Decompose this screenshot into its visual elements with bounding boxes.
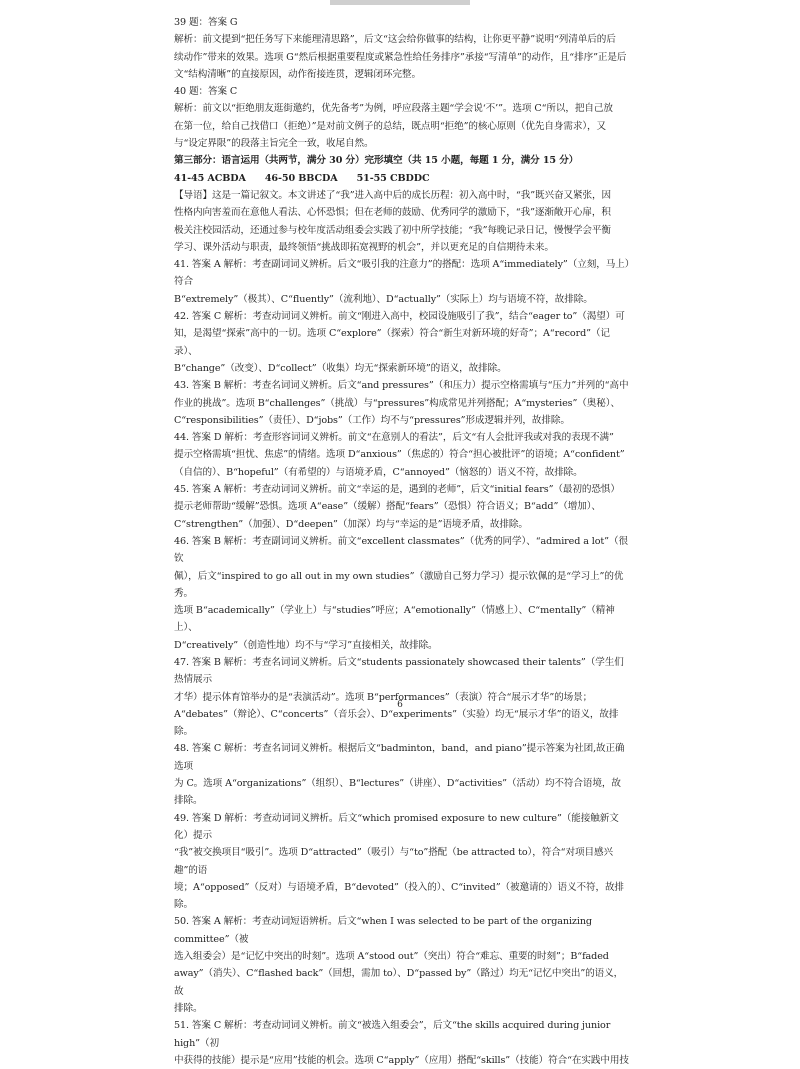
text-line: 【导语】这是一篇记叙文。本文讲述了“我”进入高中后的成长历程：初入高中时，“我”既兴奋又紧张，因 <box>174 189 611 201</box>
text-line: A“debates”（辩论）、C“concerts”（音乐会）、D“experiments”（实验）均无“展示才华”的语义，故排除。 <box>174 708 619 738</box>
text-line: 42. 答案 C 解析：考查动词词义辨析。前文“刚进入高中，校园设施吸引了我”，结合“eager to”（渴望）可 <box>174 311 625 323</box>
text-line: 选项 B“academically”（学业上）与“studies”呼应；A“emotionally”（情感上）、C“mentally”（精神上）、 <box>174 605 615 634</box>
text-line: 解析：前文提到“把任务写下来能理清思路”，后文“这会给你做事的结构，让你更平静”说明“列清单后的后 <box>174 34 616 46</box>
text-line: 中获得的技能）提示是“应用”技能的机会。选项 C“apply”（应用）搭配“skills”（技能）符合“在实践中用技 <box>174 1054 629 1066</box>
text-line: 选入组委会）是“记忆中突出的时刻”。选项 A“stood out”（突出）符合“难忘、重要的时刻”；B“faded <box>174 951 609 963</box>
answer-key-line: 41-45 ACBDA 46-50 BBCDA 51-55 CBDDC <box>174 172 430 184</box>
text-line: 为 C。选项 A“organizations”（组织）、B“lectures”（讲座）、D“activities”（活动）均不符合语境，故排除。 <box>174 778 621 807</box>
text-line: （自信的）、B“hopeful”（有希望的）与语境矛盾，C“annoyed”（恼怒的）语义不符，故排除。 <box>174 466 583 478</box>
text-line: 境；A“opposed”（反对）与语境矛盾，B“devoted”（投入的）、C“invited”（被邀请的）语义不符，故排除。 <box>174 881 624 911</box>
text-line: 50. 答案 A 解析：考查动词短语辨析。后文“when I was selected to be part of the organizing committee”（被 <box>174 916 592 945</box>
answer-explanation-body <box>174 14 630 1069</box>
text-line: 40 题：答案 C <box>174 86 238 98</box>
text-line: 提示老师帮助“缓解”恐惧。选项 A“ease”（缓解）搭配“fears”（恐惧）符合语义；B“add”（增加）、 <box>174 501 601 513</box>
text-line: 佩），后文“inspired to go all out in my own studies”（激励自己努力学习）提示钦佩的是“学习上”的优秀。 <box>174 570 624 599</box>
text-line: 知，是渴望“探索”高中的一切。选项 C“explore”（探索）符合“新生对新环境的好奇”；A“record”（记录）、 <box>174 328 610 357</box>
text-line: 解析：前文以“拒绝朋友逛街邀约，优先备考”为例，呼应段落主题“学会说‘不’”。选项 C“所以，把自己放 <box>174 103 613 115</box>
text-line: 学习、课外活动与职责，最终领悟“挑战即拓宽视野的机会”，并以更充足的自信期待未来。 <box>174 241 554 253</box>
text-line: 排除。 <box>174 1002 203 1014</box>
text-line: 续动作”带来的效果。选项 G“然后根据重要程度或紧急性给任务排序”承接“写清单”的动作，且“排序”正是后 <box>174 51 627 63</box>
text-line: D“creatively”（创造性地）均不与“学习”直接相关，故排除。 <box>174 639 438 651</box>
text-line: 提示空格需填“担忧、焦虑”的情绪。选项 D“anxious”（焦虑的）符合“担心被批评”的语境；A“confident” <box>174 449 625 461</box>
text-line: 43. 答案 B 解析：考查名词词义辨析。后文“and pressures”（和压力）提示空格需填与“压力”并列的“高中 <box>174 380 629 392</box>
text-line: 作业的挑战”。选项 B“challenges”（挑战）与“pressures”构成常见并列搭配；A“mysteries”（奥秘）、 <box>174 397 620 409</box>
header-bar <box>330 0 470 5</box>
section-heading: 第三部分：语言运用（共两节，满分 30 分）完形填空（共 15 小题，每题 1 分，满分 15 分） <box>174 155 579 167</box>
text-line: 44. 答案 D 解析：考查形容词词义辨析。前文“在意别人的看法”，后文“有人会批评我或对我的表现不满” <box>174 432 614 444</box>
text-line: 文“结构清晰”的直接原因，动作衔接连贯，逻辑闭环完整。 <box>174 68 421 80</box>
text-line: away”（消失）、C“flashed back”（回想，需加 to）、D“passed by”（路过）均无“记忆中突出”的语义，故 <box>174 968 624 997</box>
text-line: B“change”（改变）、D“collect”（收集）均无“探索新环境”的语义，故排除。 <box>174 362 507 374</box>
text-line: 在第一位，给自己找借口（拒绝）”是对前文例子的总结，既点明“拒绝”的核心原则（优先自身需求），又 <box>174 120 607 132</box>
text-line: 极关注校园活动，还通过参与校年度活动组委会实践了初中所学技能；“我”每晚记录日记，慢慢学会平衡 <box>174 224 611 236</box>
page-number: 6 <box>397 700 403 710</box>
text-line: 与“设定界限”的段落主旨完全一致，收尾自然。 <box>174 138 374 150</box>
text-line: 48. 答案 C 解析：考查名词词义辨析。根据后文“badminton，band，and piano”提示答案为社团,故正确选项 <box>174 743 625 772</box>
text-line: B“extremely”（极其）、C“fluently”（流利地）、D“actually”（实际上）均与语境不符，故排除。 <box>174 293 593 305</box>
text-line: 51. 答案 C 解析：考查动词词义辨析。前文“被选入组委会”，后文“the skills acquired during junior high”（初 <box>174 1020 611 1049</box>
text-line: C“strengthen”（加强）、D“deepen”（加深）均与“幸运的是”语境矛盾，故排除。 <box>174 518 528 530</box>
text-line: 性格内向害羞而在意他人看法、心怀恐惧；但在老师的鼓励、优秀同学的激励下，“我”逐渐敞开心扉，积 <box>174 207 611 219</box>
text-line: “我”被交换项目“吸引”。选项 D“attracted”（吸引）与“to”搭配（be attracted to），符合“对项目感兴趣”的语 <box>174 847 613 876</box>
text-line: C“responsibilities”（责任）、D“jobs”（工作）均不与“pressures”形成逻辑并列，故排除。 <box>174 414 570 426</box>
text-line: 45. 答案 A 解析：考查动词词义辨析。前文“幸运的是，遇到的老师”，后文“initial fears”（最初的恐惧） <box>174 484 620 496</box>
text-line: 39 题：答案 G <box>174 17 238 28</box>
text-line: 41. 答案 A 解析：考查副词词义辨析。后文“吸引我的注意力”的搭配：选项 A“immediately”（立刻，马上）符合 <box>174 259 630 288</box>
text-line: 才华）提示体育馆举办的是“表演活动”。选项 B“performances”（表演）符合“展示才华”的场景； <box>174 691 593 703</box>
text-line: 49. 答案 D 解析：考查动词词义辨析。后文“which promised exposure to new culture”（能接触新文化）提示 <box>174 812 619 841</box>
text-line: 46. 答案 B 解析：考查副词词义辨析。前文“excellent classmates”（优秀的同学）、“admired a lot”（很钦 <box>174 535 628 565</box>
text-line: 47. 答案 B 解析：考查名词词义辨析。后文“students passionately showcased their talents”（学生们热情展示 <box>174 656 624 686</box>
